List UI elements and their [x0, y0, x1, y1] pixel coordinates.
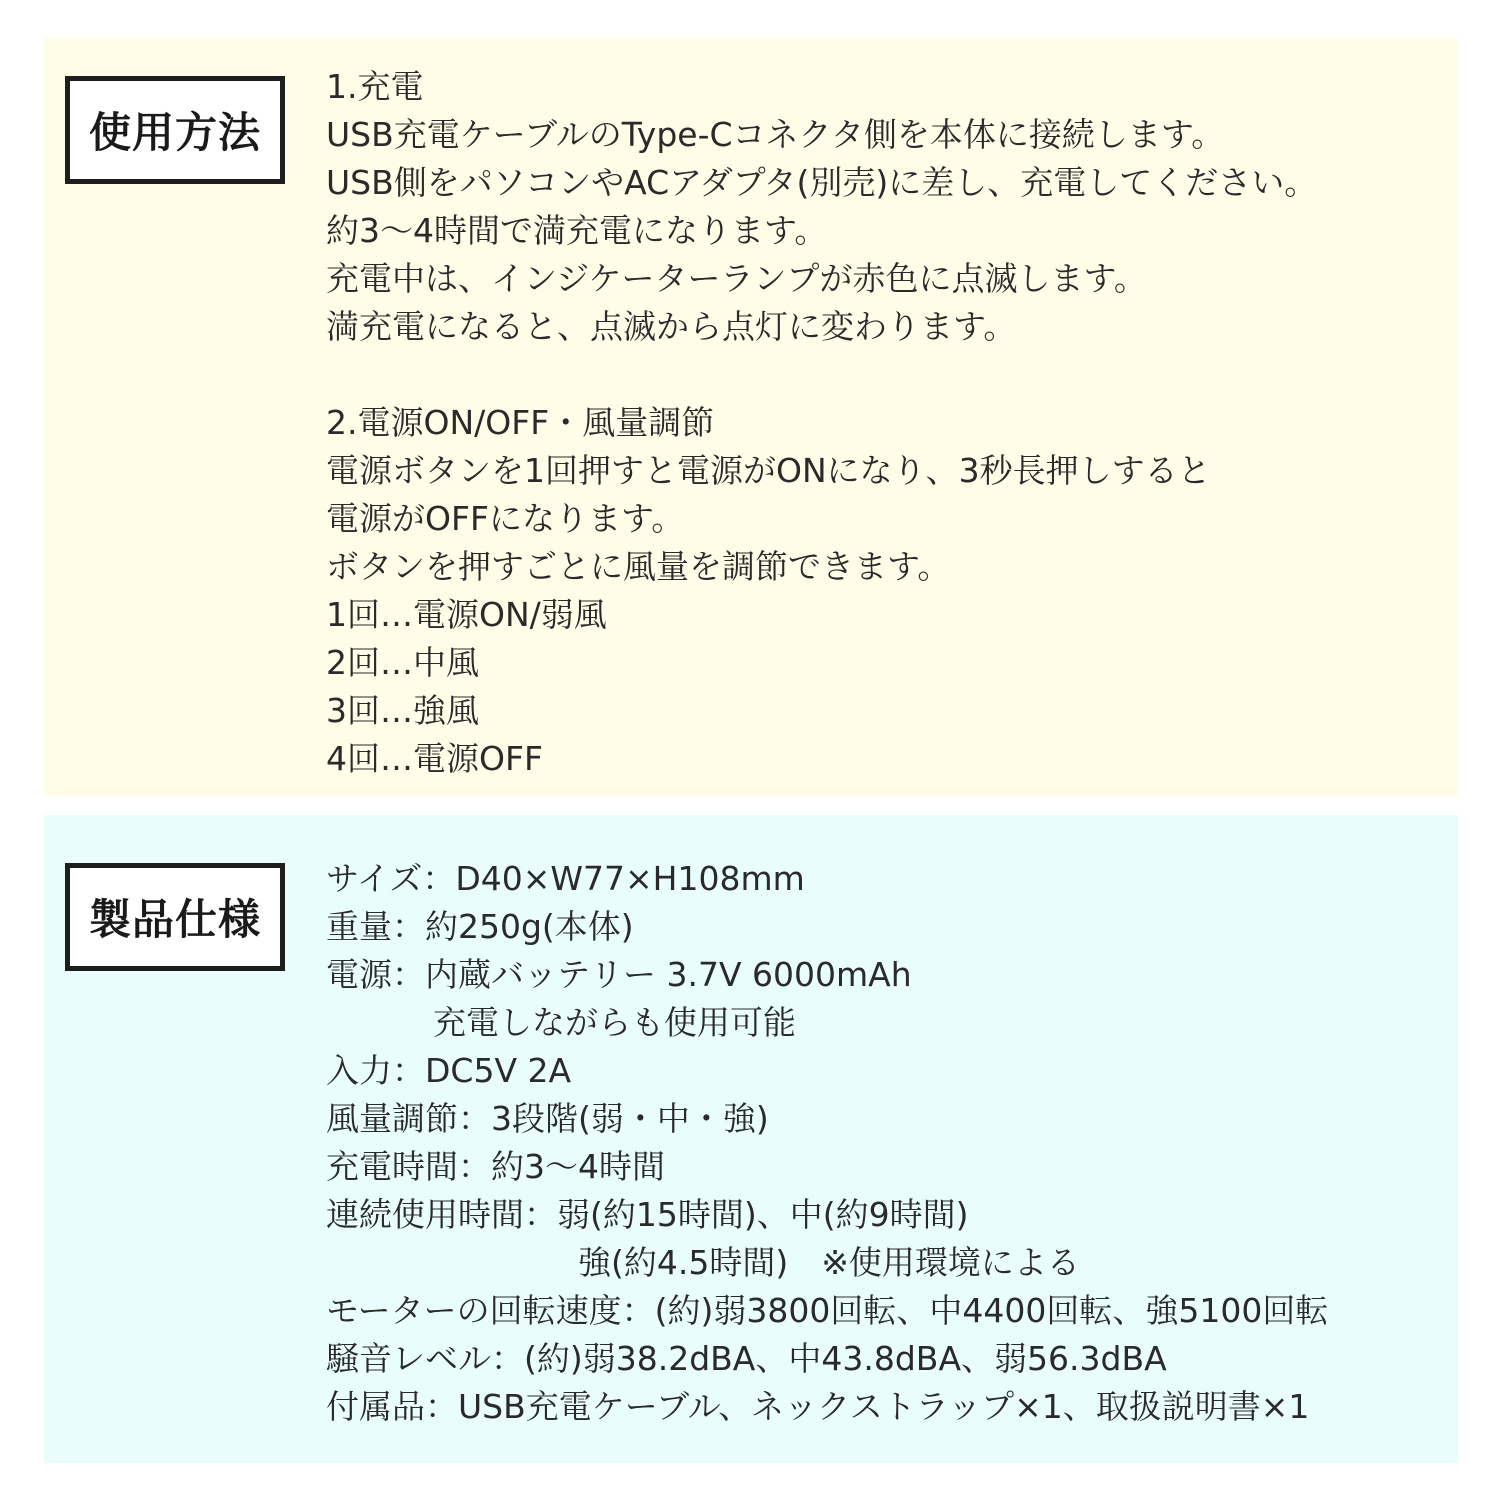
- usage-section: [44, 38, 1458, 796]
- spec-line: 連続使用時間：弱(約15時間)、中(約9時間): [326, 1195, 969, 1234]
- spec-line: サイズ：D40×W77×H108mm: [326, 859, 805, 898]
- spec-list: [326, 855, 1446, 1431]
- usage-line: 1回…電源ON/弱風: [326, 595, 607, 634]
- usage-line: 電源がOFFになります。: [326, 499, 685, 538]
- spec-line: 風量調節：3段階(弱・中・強): [326, 1099, 769, 1138]
- usage-line: 2回…中風: [326, 643, 479, 682]
- usage-line: ボタンを押すごとに風量を調節できます。: [326, 547, 951, 586]
- usage-line: 電源ボタンを1回押すと電源がONになり、3秒長押しすると: [326, 451, 1211, 490]
- spec-line: 電源：内蔵バッテリー 3.7V 6000mAh: [326, 955, 912, 994]
- spec-heading: 製品仕様: [65, 863, 285, 971]
- spec-line: 付属品：USB充電ケーブル、ネックストラップ×1、取扱説明書×1: [326, 1387, 1310, 1426]
- usage-line: USB側をパソコンやACアダプタ(別売)に差し、充電してください。: [326, 163, 1318, 202]
- spec-line: 強(約4.5時間) ※使用環境による: [578, 1243, 1080, 1282]
- usage-line: USB充電ケーブルのType-Cコネクタ側を本体に接続します。: [326, 115, 1225, 154]
- usage-line: 2.電源ON/OFF・風量調節: [326, 403, 715, 442]
- usage-line: 充電中は、インジケーターランプが赤色に点滅します。: [326, 259, 1147, 298]
- usage-line: 約3～4時間で満充電になります。: [326, 211, 828, 250]
- spec-line: モーターの回転速度：(約)弱3800回転、中4400回転、強5100回転: [326, 1291, 1329, 1330]
- usage-blank-line: [326, 351, 1446, 399]
- usage-instructions: [326, 63, 1446, 783]
- spec-line: 充電時間：約3～4時間: [326, 1147, 665, 1186]
- usage-line: 4回…電源OFF: [326, 739, 543, 778]
- spec-line: 入力：DC5V 2A: [326, 1051, 572, 1090]
- usage-line: 満充電になると、点滅から点灯に変わります。: [326, 307, 1017, 346]
- usage-line: 1.充電: [326, 67, 424, 106]
- usage-line: 3回…強風: [326, 691, 479, 730]
- spec-section: [44, 815, 1458, 1463]
- usage-heading: 使用方法: [65, 76, 285, 184]
- spec-line: 騒音レベル：(約)弱38.2dBA、中43.8dBA、弱56.3dBA: [326, 1339, 1167, 1378]
- spec-line: 重量：約250g(本体): [326, 907, 634, 946]
- spec-line: 充電しながらも使用可能: [433, 1003, 796, 1042]
